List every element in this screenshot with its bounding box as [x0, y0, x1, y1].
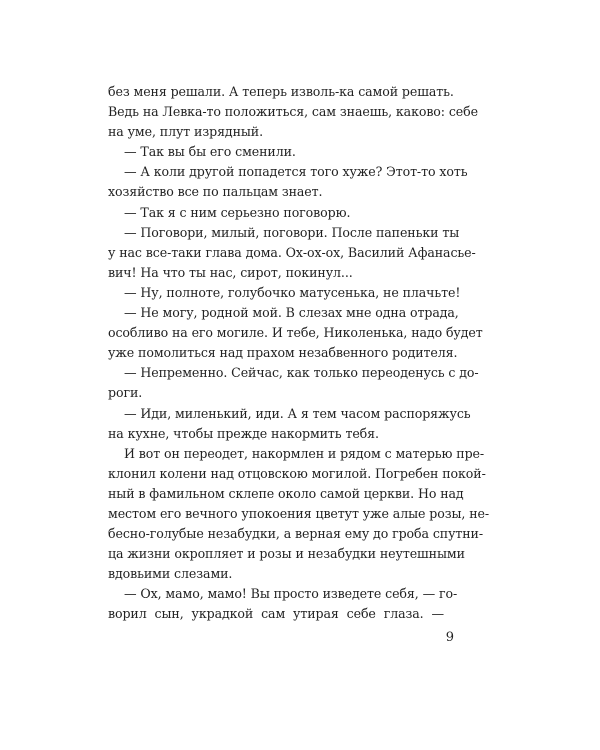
text-line: клонил колени над отцовскою могилой. Погребен покой- [108, 465, 486, 481]
text-line: ный в фамильном склепе около самой церкви. Но над [108, 485, 464, 501]
text-line: — Не могу, родной мой. В слезах мне одна отрада, [124, 305, 459, 321]
text-line: хозяйство все по пальцам знает. [108, 184, 323, 200]
text-line: — Непременно. Сейчас, как только переоденусь с до- [124, 365, 479, 381]
text-line: — Так вы бы его сменили. [124, 144, 296, 160]
text-line: Ведь на Левка-то положиться, сам знаешь, каково: себе [108, 104, 478, 120]
text-line: без меня решали. А теперь изволь-ка самой решать. [108, 84, 454, 99]
text-line: — Иди, миленький, иди. А я тем часом распоряжусь [124, 405, 471, 421]
text-line: уже помолиться над прахом незабвенного родителя. [108, 345, 458, 361]
text-line: — Так я с ним серьезно поговорю. [124, 204, 351, 220]
text-line: особливо на его могиле. И тебе, Николенька, надо будет [108, 325, 483, 341]
text-line: на кухне, чтобы прежде накормить тебя. [108, 425, 379, 441]
text-line: — Ну, полноте, голубочко матусенька, не плачьте! [124, 284, 461, 300]
text-line: — Поговори, милый, поговори. После папеньки ты [124, 224, 460, 240]
text-line: бесно-голубые незабудки, а верная ему до гроба спутни- [108, 526, 483, 542]
text-line: вдовьими слезами. [108, 566, 233, 582]
text-line: вич! На что ты нас, сирот, покинул... [108, 264, 353, 280]
text-line: у нас все-таки глава дома. Ох-ох-ох, Василий Афанасье- [108, 244, 476, 260]
text-line: ца жизни окропляет и розы и незабудки неутешными [108, 546, 465, 562]
text-line: И вот он переодет, накормлен и рядом с матерью пре- [124, 445, 485, 461]
page-number: 9 [445, 630, 454, 645]
text-line: — Ох, мамо, мамо! Вы просто изведете себя, — го- [124, 586, 458, 602]
text-line: на уме, плут изрядный. [108, 124, 263, 140]
body-text [108, 82, 490, 625]
text-line: ворил сын, украдкой сам утирая себе глаза. — [108, 606, 444, 622]
text-line: — А коли другой попадется того хуже? Этот-то хоть [124, 164, 468, 180]
text-line: роги. [108, 385, 143, 401]
text-line: местом его вечного упокоения цветут уже алые розы, не- [108, 505, 490, 521]
